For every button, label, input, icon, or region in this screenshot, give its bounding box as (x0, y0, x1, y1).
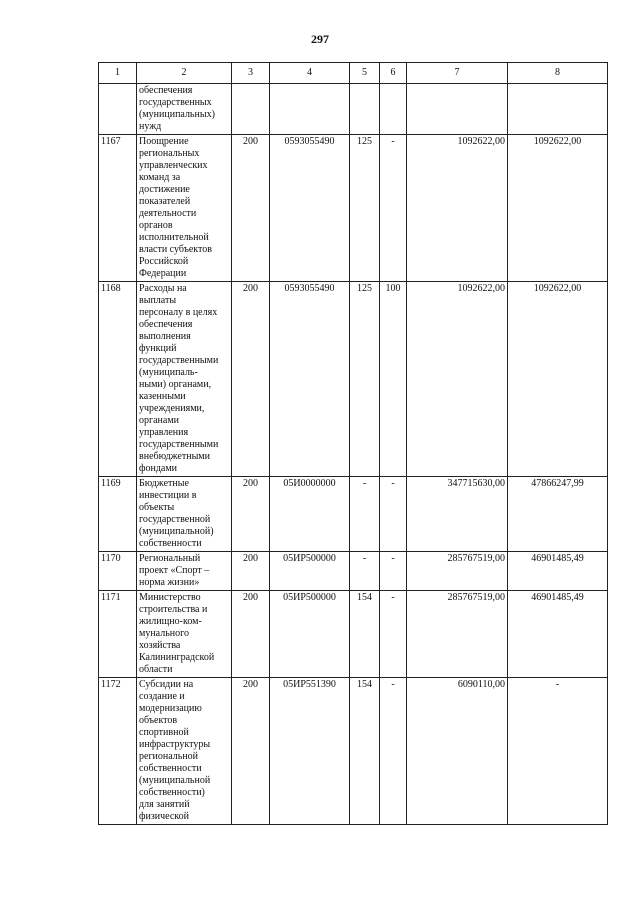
row-code-4 (270, 84, 350, 135)
row-number: 1171 (99, 591, 137, 678)
row-code-4: 0593055490 (270, 282, 350, 477)
row-code-5: - (350, 477, 380, 552)
row-code-5: 154 (350, 678, 380, 825)
row-code-4: 05ИР500000 (270, 591, 350, 678)
table-row (99, 477, 608, 552)
row-amount-8: 46901485,49 (508, 591, 608, 678)
header-col-4: 4 (270, 63, 350, 84)
row-amount-7: 1092622,00 (407, 135, 508, 282)
page-number: 297 (311, 32, 329, 46)
row-code-6: - (380, 552, 407, 591)
row-code-3: 200 (232, 477, 270, 552)
row-code-6: - (380, 135, 407, 282)
row-amount-8: 1092622,00 (508, 282, 608, 477)
row-amount-8 (508, 84, 608, 135)
header-col-5: 5 (350, 63, 380, 84)
row-amount-7: 285767519,00 (407, 591, 508, 678)
header-col-8: 8 (508, 63, 608, 84)
row-name: Расходы на выплаты персоналу в целях обеспечения выполнения функций государственными (муниципаль- ными) органами, казенными учреждениями, органами управления государственными внебюджетными фондами (137, 282, 232, 477)
table-row (99, 282, 608, 477)
table-row (99, 678, 608, 825)
row-name: Региональный проект «Спорт – норма жизни» (137, 552, 232, 591)
row-number: 1168 (99, 282, 137, 477)
row-code-4: 05ИР500000 (270, 552, 350, 591)
header-col-1: 1 (99, 63, 137, 84)
row-amount-8: 1092622,00 (508, 135, 608, 282)
row-name: Поощрение региональных управленческих команд за достижение показателей деятельности органов исполнительной власти субъектов Российской Федерации (137, 135, 232, 282)
table-row (99, 591, 608, 678)
table-row (99, 84, 608, 135)
row-name: Бюджетные инвестиции в объекты государственной (муниципальной) собственности (137, 477, 232, 552)
row-code-3: 200 (232, 135, 270, 282)
row-amount-7: 347715630,00 (407, 477, 508, 552)
row-code-6: - (380, 678, 407, 825)
row-code-5: 125 (350, 282, 380, 477)
row-name: Министерство строительства и жилищно-ком- мунального хозяйства Калининградской области (137, 591, 232, 678)
row-amount-7: 1092622,00 (407, 282, 508, 477)
row-code-3 (232, 84, 270, 135)
row-code-5: 154 (350, 591, 380, 678)
budget-table (98, 62, 608, 825)
row-name: обеспечения государственных (муниципальных) нужд (137, 84, 232, 135)
row-code-6 (380, 84, 407, 135)
table-row (99, 135, 608, 282)
row-code-6: - (380, 591, 407, 678)
header-col-3: 3 (232, 63, 270, 84)
row-number: 1170 (99, 552, 137, 591)
row-number: 1167 (99, 135, 137, 282)
row-amount-8: 46901485,49 (508, 552, 608, 591)
row-code-4: 05И0000000 (270, 477, 350, 552)
row-name: Субсидии на создание и модернизацию объектов спортивной инфраструктуры региональной собственности (муниципальной собственности) для занятий физической (137, 678, 232, 825)
row-number (99, 84, 137, 135)
header-row (99, 63, 608, 84)
table-row (99, 552, 608, 591)
row-code-5: - (350, 552, 380, 591)
row-code-3: 200 (232, 552, 270, 591)
row-amount-7: 6090110,00 (407, 678, 508, 825)
header-col-6: 6 (380, 63, 407, 84)
row-code-4: 0593055490 (270, 135, 350, 282)
row-code-5: 125 (350, 135, 380, 282)
row-code-6: - (380, 477, 407, 552)
header-col-2: 2 (137, 63, 232, 84)
row-code-3: 200 (232, 591, 270, 678)
row-code-3: 200 (232, 282, 270, 477)
row-code-4: 05ИР551390 (270, 678, 350, 825)
row-amount-7 (407, 84, 508, 135)
row-number: 1172 (99, 678, 137, 825)
row-code-3: 200 (232, 678, 270, 825)
row-amount-7: 285767519,00 (407, 552, 508, 591)
row-amount-8: 47866247,99 (508, 477, 608, 552)
row-code-6: 100 (380, 282, 407, 477)
row-number: 1169 (99, 477, 137, 552)
row-amount-8: - (508, 678, 608, 825)
row-code-5 (350, 84, 380, 135)
header-col-7: 7 (407, 63, 508, 84)
